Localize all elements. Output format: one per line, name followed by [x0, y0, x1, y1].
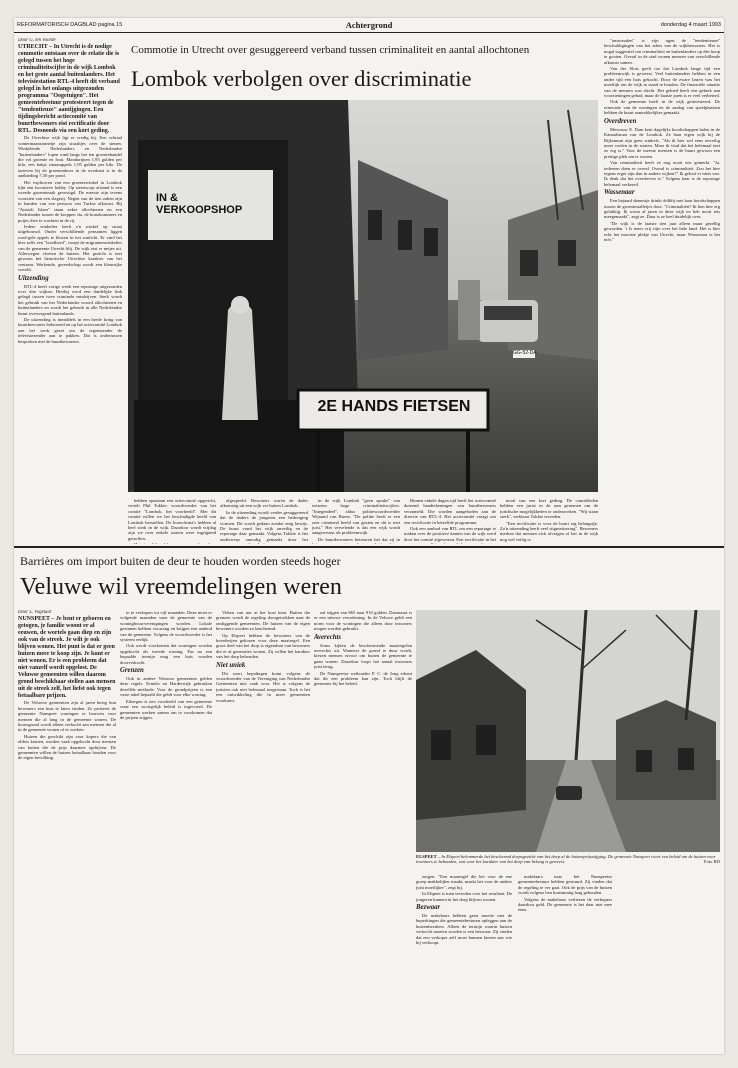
article1-paragraph: "Een rectificatie is voor de buurt erg belangrijk. Zo'n uitzending heeft veel stigmatisering". Bewoners merken dat mensen zich afvragen of het in de wijk nog wel veilig is.: [500, 520, 598, 542]
article1-paragraph: hebben spontaan een actiecomité opgericht, vertelt Phil Tokkie, woordvoerder van het comité "Lombok, het voorbeeld". Met dit comité willen we het beschadigde beeld van Lombok herstellen. De bouwfirma's hebben al heel sterk in de wijk. Daardoor wordt vrijdag zijn we over enkele straten weer ingrijpend getroffen.: [128, 498, 216, 541]
article1-column-4: [312, 498, 400, 544]
caption-text: – In Elspeet belemmerde het beschermd dorpsgezicht van het dorp al de huizenprijsstijging. De gemeente Nunspeet voert een beleid om de huizen voor inwoners te behouden, wat voor het karakter van het dorp van belang is geweest.: [416, 854, 716, 865]
article2-paragraph: Ook wordt voorkomen dat woningen worden opgekocht als tweede woning. Pas na een bepaalde termijn mag een huis worden doorverkocht.: [120, 643, 212, 665]
article2-village-photo: [416, 610, 720, 852]
article2-paragraph: Huizen die geschikt zijn voor kopers die van elders komen, worden vaak opgekocht door mensen van buiten die de prijs daarmee opdrijven. De gemeenten willen de huizen betaalbaar houden voor de eigen bevolking.: [18, 733, 116, 761]
article2-paragraph: Dit soort bepalingen komt volgens de woordvoerder van de Vereniging van Nederlandse Gemeenten niet vaak voor. Het is volgens de juristen ook niet helemaal toegestaan. Toch is het een ontwikkeling die in meer gemeenten voorkomt.: [216, 670, 310, 703]
header-publication: REFORMATORISCH DAGBLAD pagina 15: [17, 22, 123, 28]
article1-column-3: [220, 498, 308, 544]
article1-paragraph: Ook de gemeente heeft in de wijk geïnvesteerd. De renovatie van de woningen en de aanleg van speelplaatsen hebben de buurt aantrekkelijker gemaakt.: [604, 99, 720, 116]
article2-byline: Door L. Vogelaar: [18, 610, 52, 615]
article1-paragraph: RTL-4 heeft vorige week een reportage uitgezonden over drie wijken. Hierbij werd een duidelijke link gelegd tussen twee criminele misdrijven. Sterk wordt het gebruik van het Nederlandse woord allochtonen en buitenlanders en wordt het gebruik in alle Nederlandse buurt overwegend buitenlands.: [18, 283, 122, 316]
article1-headline: Lombok verbolgen over discriminatie: [131, 66, 472, 91]
article1-byline: Door G. ten Voorde: [18, 38, 56, 43]
article2-paragraph: De Nunspeetse wethouder P. C. de Jong erkent dat dit een probleem kan zijn. Toch blijft de gemeente bij het beleid.: [314, 670, 412, 687]
article1-subheading: Uitzending: [18, 274, 49, 282]
article1-subheading: Overdreven: [604, 117, 637, 125]
article2-paragraph: Volgens de makelaars verliezen de verkopers daardoor geld. De gemeente is het daar niet mee eens.: [518, 896, 612, 913]
article1-column-7: [604, 38, 720, 544]
article1-column-1: [18, 38, 122, 544]
article2-column-1: [18, 610, 116, 1050]
article2-subheading: Grenzen: [120, 667, 144, 675]
article2-paragraph: In Elspeet is men tevreden over het resultaat. De jongeren kunnen in het dorp blijven wonen.: [416, 891, 512, 902]
article1-paragraph: Het expliceren van een groentewinkel in Lombok lijkt een lucratieve hobby. Op steenworp afstand is een tweede groentezaak gevestigd. De meeste zijn tevens voorzien van een slagerij. Negen van de tien zaken zijn in handen van een persoon van Turkse afkomst. Bij "Anatoli Islam" staan zeker allochtonen en een Nederlander tussen de kroppen sla, de konokommers en potjes thee te wachten in de rij.: [18, 179, 122, 223]
article1-paragraph: De uitzending is inmiddels in een brede kring van buurtbewoners beluisterd en op het actiecomité Lombok aan het werk gezet om de tegenstander de televisiezender aan te pakken. Dat is ondertussen besproken met de buurtbewoners.: [18, 317, 122, 344]
article2-paragraph: De makelaars hebben geen moeite met de beperkingen die gemeentebesturen opleggen aan de huizenbezitters. Alleen de termijn waarin huizen verkocht moeten worden is een bezwaar. Zij vinden dat een verkoper zelf moet kunnen kiezen aan wie hij verkoopt.: [416, 913, 512, 946]
article1-paragraph: De buurtbewoners betreuren het dat zij in: [318, 536, 400, 542]
bicycle-shop-sign-text: 2E HANDS FIETSEN: [317, 398, 471, 415]
article2-headline: Veluwe wil vreemdelingen weren: [20, 574, 342, 600]
article1-street-photo: [128, 100, 598, 492]
article1-paragraph: In de uitzending wordt verder gesuggereerd dat de daders de jongeren een bedreiging vormen. Dit wordt gedaan zonder enig bewijs. De buurt vond het wijk onveilig en de reportage daar gemaakt. Volgens Tokkie is het onderwerp onnodig gemaakt door het: [220, 509, 308, 542]
article2-column-4: [314, 610, 412, 1050]
article1-paragraph: "omroeoden" is zijn ogen de "tendentieuze" beschuldigingen van het adres van de wijkbewoners. Het is nogal suggestief om criminaliteit en buitenlanders op één hoop te gooien. Overal in de stad wonen mensen van verschillende afkomst samen.: [604, 38, 720, 65]
article1-paragraph: Van der Sluis geeft toe dat Lombok lange tijd een probleemwijk is geweest. Veel buitenlanders hebben in een ander tijd een huis gekocht. Door de zware lasten was het moeilijk om de wijk in stand te houden. De financiële situatie van de mensen was slecht. Het gebied heeft een gebrek aan voorzieningen gehad, maar de laatste jaren is er veel verbeterd.: [604, 66, 720, 99]
article1-paragraph: "De wijk is de laatste tien jaar alleen maar gezellig geworden. 't Is meer vrij ritje over het hele land. Het is hier echt het mooiste plekje van Utrecht, maar Wassenaar is het niet.": [604, 220, 720, 242]
shop-sign-text: IN & VERKOOPSHOP: [156, 192, 243, 216]
article1-paragraph: Van criminaliteit heeft ze nog nooit iets gemerkt. "Ja, iedereen doen er overal. Overal is criminaliteit. Zou het hier ergens erger zijn dan in andere wijken?" Ik geloof er niets van. Ik denk dat het overdreven is." Volgens haar is de reportage helemaal verkeerd.: [604, 160, 720, 187]
article2-kicker: Barrières om import buiten de deur te houden worden steeds hoger: [20, 554, 341, 568]
article2-column-5: [416, 874, 512, 1050]
article2-subheading: Bezwaar: [416, 904, 441, 912]
article2-paragraph: Eibergen is een voorbeeld van een gemeente waar een soortgelijk beleid is ingevoerd. De gemeenten werken samen om te voorkomen dat de prijzen stijgen.: [120, 698, 212, 720]
article1-paragraph: afgespeeld. Bewoners waren de dader afkomstig uit een wijk ver buiten Lombok.: [220, 498, 308, 509]
article2-paragraph: Op Elspeet hebben de bewoners van de boerderijen gekozen voor deze maatregel. Een groot deel van het dorp is eigendom van bewoners die er al generaties wonen. Zij willen het karakter van het dorp behouden.: [216, 632, 310, 660]
article1-column-6: [500, 498, 598, 544]
article2-paragraph: Soms kijken de beschermende maatregelen averechts uit. Wanneer de grond te duur wordt, kiezen mensen ervoor om buiten de gemeente te gaan wonen. Daardoor loopt het aantal inwoners juist terug.: [314, 642, 412, 670]
article2-paragraph: De Veluwse gemeenten zijn al jaren bezig hun bewoners een huis te laten vinden. Zo probeert de gemeente Nunspeet woningen te bouwen voor mensen die al lang in de gemeente wonen. De bouwgrond wordt alleen verkocht aan mensen die al in de gemeente wonen of er werken.: [18, 700, 116, 733]
article2-photo-caption: [416, 854, 720, 865]
article1-lead: UTRECHT – In Utrecht is de nodige commotie ontstaan over de relatie die is gelegd tussen het hoge criminaliteitscijfer in de wijk Lombok en het grote aantal buitenlanders. Het televisiestation RTL-4 heeft dit verband gelegd in het onlangs uitgezonden programma "Oogetuigen". Het gemeentebestuur protesteert tegen de "tendentieuze" aantijgingen. Een tijdingsbericht actiecomité van buurtbewoners eist rectificatie door RTL. Desnoods via een kort geding.: [18, 44, 120, 135]
article2-column-6: [518, 874, 612, 1050]
article1-subheading: Wassenaar: [604, 189, 635, 197]
article1-paragraph: Mevrouw E. Dam kent dagelijks boodschappen halen in de Kanaalstraat van de Lombok. Ze haar eigen wijk bij de Rijksmunt zijn geen winkels. "Als ik hier wel eens onveilig moet voelen in de straten. Maar ik vind dat het helemaal niet zo erg is." Voor de meeste mensen is de buurt gewoon een prettige plek om te wonen.: [604, 126, 720, 159]
caption-label: ELSPEET: [416, 854, 437, 859]
article2-paragraph: zorgen. "Een maatregel die het voor de ene groep makkelijker maakt, maakt het voor de andere juist moeilijker", zegt hij.: [416, 874, 512, 890]
article1-paragraph: Binnen enkele dagen tijd heeft het actiecomité duizend handtekeningen van buurtbewoners verzameld. Die worden aangeboden aan de directie van RTL-4. Het actiecomité vraagt om een rectificatie in hetzelfde programma.: [404, 498, 496, 525]
license-plate-text: GG-52-DA: [513, 350, 537, 356]
article2-column-3: [216, 610, 310, 1050]
street-scene-image: [128, 100, 598, 492]
article1-column-2: [128, 498, 216, 544]
photo-credit: Foto RD: [704, 859, 720, 865]
article2-lead: NUNSPEET – Je bent er geboren en getogen, je familie woont er al eeuwen, de wortels gaan diep en zijn ook van de streek. Je wilt je ook blijven wonen. Het punt is dat er geen huizen meer te koop zijn. Je kunt er niet wonen. Er is een probleem dat niet vanzelf wordt opgelost. De Veluwse gemeenten willen daarom grond beschikbaar stellen aan mensen uit de streek zelf, het liefst ook tegen betaalbare prijzen.: [18, 616, 116, 700]
article2-paragraph: zal stijgen van 865 naar 910 gulden. Daarnaast is er een nieuwe verordening. In de Veluwe geldt een norm voor de woningen die alleen door inwoners mogen worden gebruikt.: [314, 610, 412, 632]
article1-paragraph: nooit van een kort geding. De comitéleden hebben een jurist in de arm genomen om de juridische mogelijkheden te onderzoeken. "Wij staan sterk", verklaart Tokkie tevreden.: [500, 498, 598, 520]
article1-paragraph: Ook een aanbod van RTL om een reportage te maken over de positieve kanten van de wijk werd door het comité afgewezen. Een rectificatie in het: [404, 526, 496, 542]
header-section: Achtergrond: [345, 20, 393, 30]
article1-paragraph: Iedere winkelier heeft z'n winkel op straat uitgebouwd. Onder verschillende pensanten liggen rood-gele appels te blozen in het zonlicht. Er vind het hier zelfs een "boodbord", troept de migrantenwinkelier van de gemeente Utrecht blij. De wijk ziet er netjes uit. Allerwegen vloeien de huizen. Het gezicht is niet gewoon het historische Utrechtse karakter van het centrum. Werkende, gereedschap wordt een kleurrijke wereld.: [18, 223, 122, 273]
article2-subheading: Averechts: [314, 633, 342, 641]
article1-paragraph: in de wijk Lombok "geen sprake" van extreem hoge criminaliteitscijfers. "Integendeel", aldus politiewoordvoerder Wijnand van Buren. "De politie heeft er een zeer crimineel beeld van gezien en dit is niet juist." Het vervelende is dat een wijk wordt aangewezen als probleemwijk.: [312, 498, 400, 536]
newspaper-page: [14, 18, 724, 1054]
article1-column-5: [404, 498, 496, 544]
village-scene-image: [416, 610, 720, 852]
article2-paragraph: to te verkopen tot vijf maanden. Deze moet er volgende maanden naar de gemeente van de woningbouwverenigingen worden. Lokale gezinnen hebben voorrang en krijgen een aanbod van de gemeente. Volgens de woordvoerder is het systeem eerlijk.: [120, 610, 212, 643]
article2-subheading: Niet uniek: [216, 661, 246, 669]
article1-paragraph: [128, 542, 216, 544]
article2-paragraph: Velsen van uur at het kust kent. Buiten die grenzen wordt de regeling doorgetrokken naar de omliggende gemeenten. De huizen van de eigen bewoners worden zo beschermd.: [216, 610, 310, 632]
article2-paragraph: makelaars naar het Nunspeetse gemeentebestuur hebben gestuurd. Zij vinden dat de regeling te ver gaat. Ook de prijs van de huizen wordt volgens hen kunstmatig laag gehouden.: [518, 874, 612, 896]
article1-paragraph: Een bejaard damestje drinkt dolblij met haar boodschappen tussen de groentestalletjes door. "Criminaliteit? Ik ben hier erg gelukkig. Ik woon al jaren in deze wijk en heb nooit iets meegemaakt", zegt ze. Daar is ze heel duidelijk over.: [604, 198, 720, 220]
article2-column-2: [120, 610, 212, 1050]
article-divider: [14, 546, 724, 548]
article1-kicker: Commotie in Utrecht over gesuggereerd verband tussen criminaliteit en aantal allochtonen: [131, 44, 530, 56]
article2-paragraph: Ook in andere Veluwse gemeenten gelden deze regels. Ermelo en Harderwijk gebruiken dezelfde methode. Voor de grondprijzen is een vaste tabel bepaald die geldt voor elke woning.: [120, 676, 212, 698]
page-header: [14, 18, 724, 33]
article1-paragraph: De Utrechtse wijk ligt er vredig bij. Een schraal wintermaanzonnetje zijn straaltjes over de stenen. Winkelende Nederlanders en Nederlandse "buitenlanders" lopen rond langs het ten groentehandel die vol groente en fruit. Mandarijnen 1,95 gulden per kilo, een bakje sinaasappels 1,95 gulden per kilo. De tarieven bij de groentenboer in de overkant is in de aanbieding 7,50 per pond.: [18, 135, 122, 179]
header-date: donderdag 4 maart 1993: [660, 22, 721, 28]
